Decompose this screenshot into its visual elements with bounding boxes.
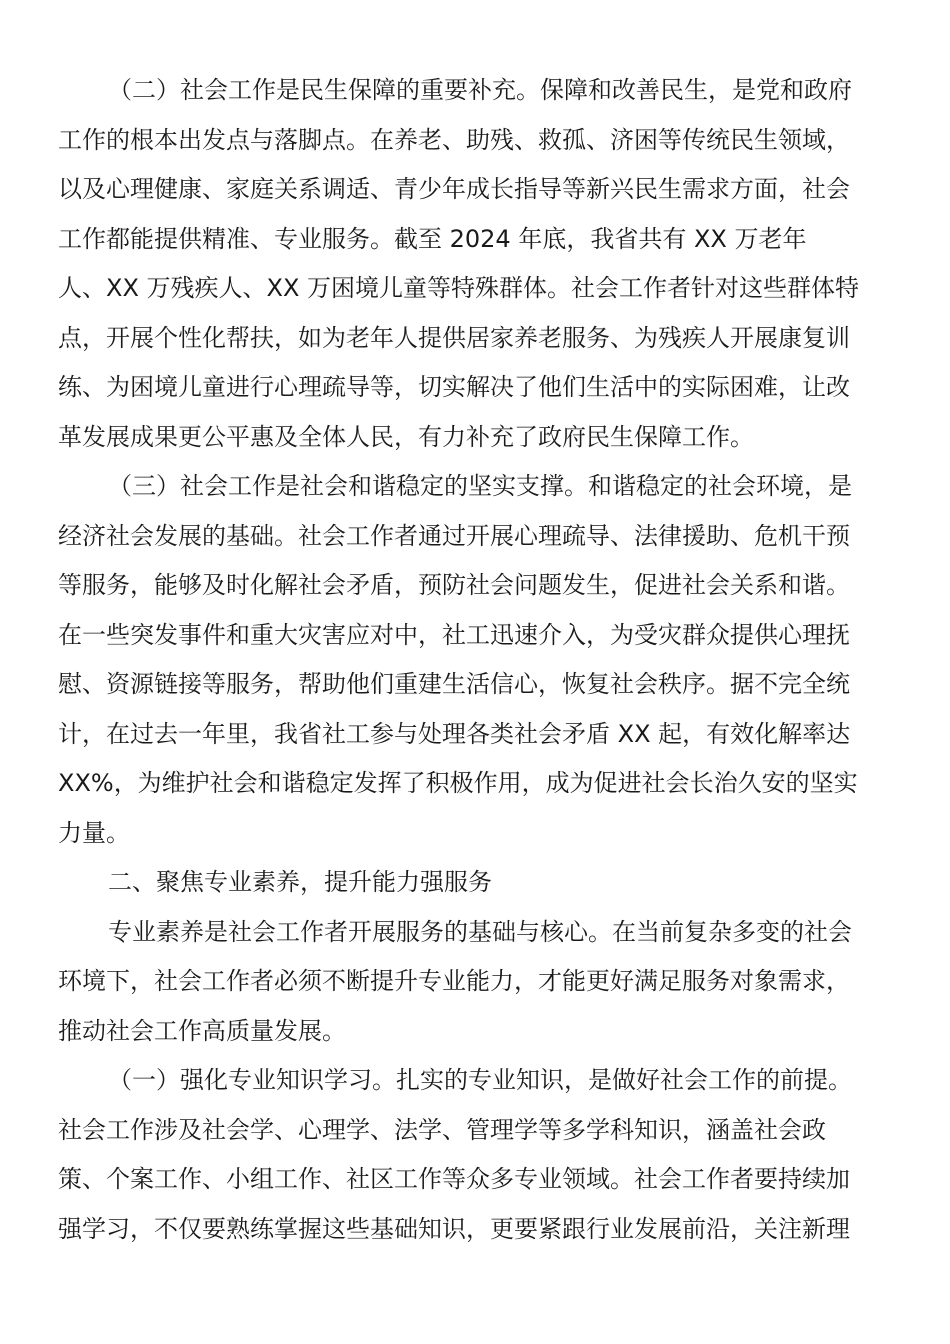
text-line: 革发展成果更公平惠及全体人民，有力补充了政府民生保障工作。 [58,422,754,451]
text-line: 强学习，不仅要熟练掌握这些基础知识，更要紧跟行业发展前沿，关注新理 [58,1214,850,1243]
text-line: 策、个案工作、小组工作、社区工作等众多专业领域。社会工作者要持续加 [58,1165,850,1193]
text-line: 计，在过去一年里，我省社工参与处理各类社会矛盾 XX 起，有效化解率达 [58,719,851,748]
text-line: 力量。 [58,818,130,847]
text-line: 人、XX 万残疾人、XX 万困境儿童等特殊群体。社会工作者针对这些群体特 [58,274,860,302]
text-line: 慰、资源链接等服务，帮助他们重建生活信心，恢复社会秩序。据不完全统 [58,670,850,698]
text-line: 练、为困境儿童进行心理疏导等，切实解决了他们生活中的实际困难，让改 [58,373,850,401]
text-line: 点，开展个性化帮扶，如为老年人提供居家养老服务、为残疾人开展康复训 [58,323,850,352]
text-line: XX%，为维护社会和谐稳定发挥了积极作用，成为促进社会长治久安的坚实 [58,769,858,797]
text-line: （三）社会工作是社会和谐稳定的坚实支撑。和谐稳定的社会环境，是 [108,472,852,500]
text-line: 等服务，能够及时化解社会矛盾，预防社会问题发生，促进社会关系和谐。 [58,571,850,599]
text-line: （一）强化专业知识学习。扎实的专业知识，是做好社会工作的前提。 [108,1066,852,1094]
text-line: 以及心理健康、家庭关系调适、青少年成长指导等新兴民生需求方面，社会 [58,175,850,203]
text-line: 在一些突发事件和重大灾害应对中，社工迅速介入，为受灾群众提供心理抚 [58,620,850,649]
text-line: 环境下，社会工作者必须不断提升专业能力，才能更好满足服务对象需求， [58,967,850,995]
text-line: 工作都能提供精准、专业服务。截至 2024 年底，我省共有 XX 万老年 [58,224,807,253]
text-line: 经济社会发展的基础。社会工作者通过开展心理疏导、法律援助、危机干预 [58,521,850,550]
text-line: 工作的根本出发点与落脚点。在养老、助残、救孤、济困等传统民生领域， [58,125,850,154]
text-line: 社会工作涉及社会学、心理学、法学、管理学等多学科知识，涵盖社会政 [58,1115,826,1144]
document-page [58,66,888,1254]
text-line: （二）社会工作是民生保障的重要补充。保障和改善民生，是党和政府 [108,76,852,104]
text-line: 专业素养是社会工作者开展服务的基础与核心。在当前复杂多变的社会 [108,917,852,946]
text-line: 推动社会工作高质量发展。 [58,1016,346,1045]
section-heading: 二、聚焦专业素养，提升能力强服务 [108,868,492,896]
